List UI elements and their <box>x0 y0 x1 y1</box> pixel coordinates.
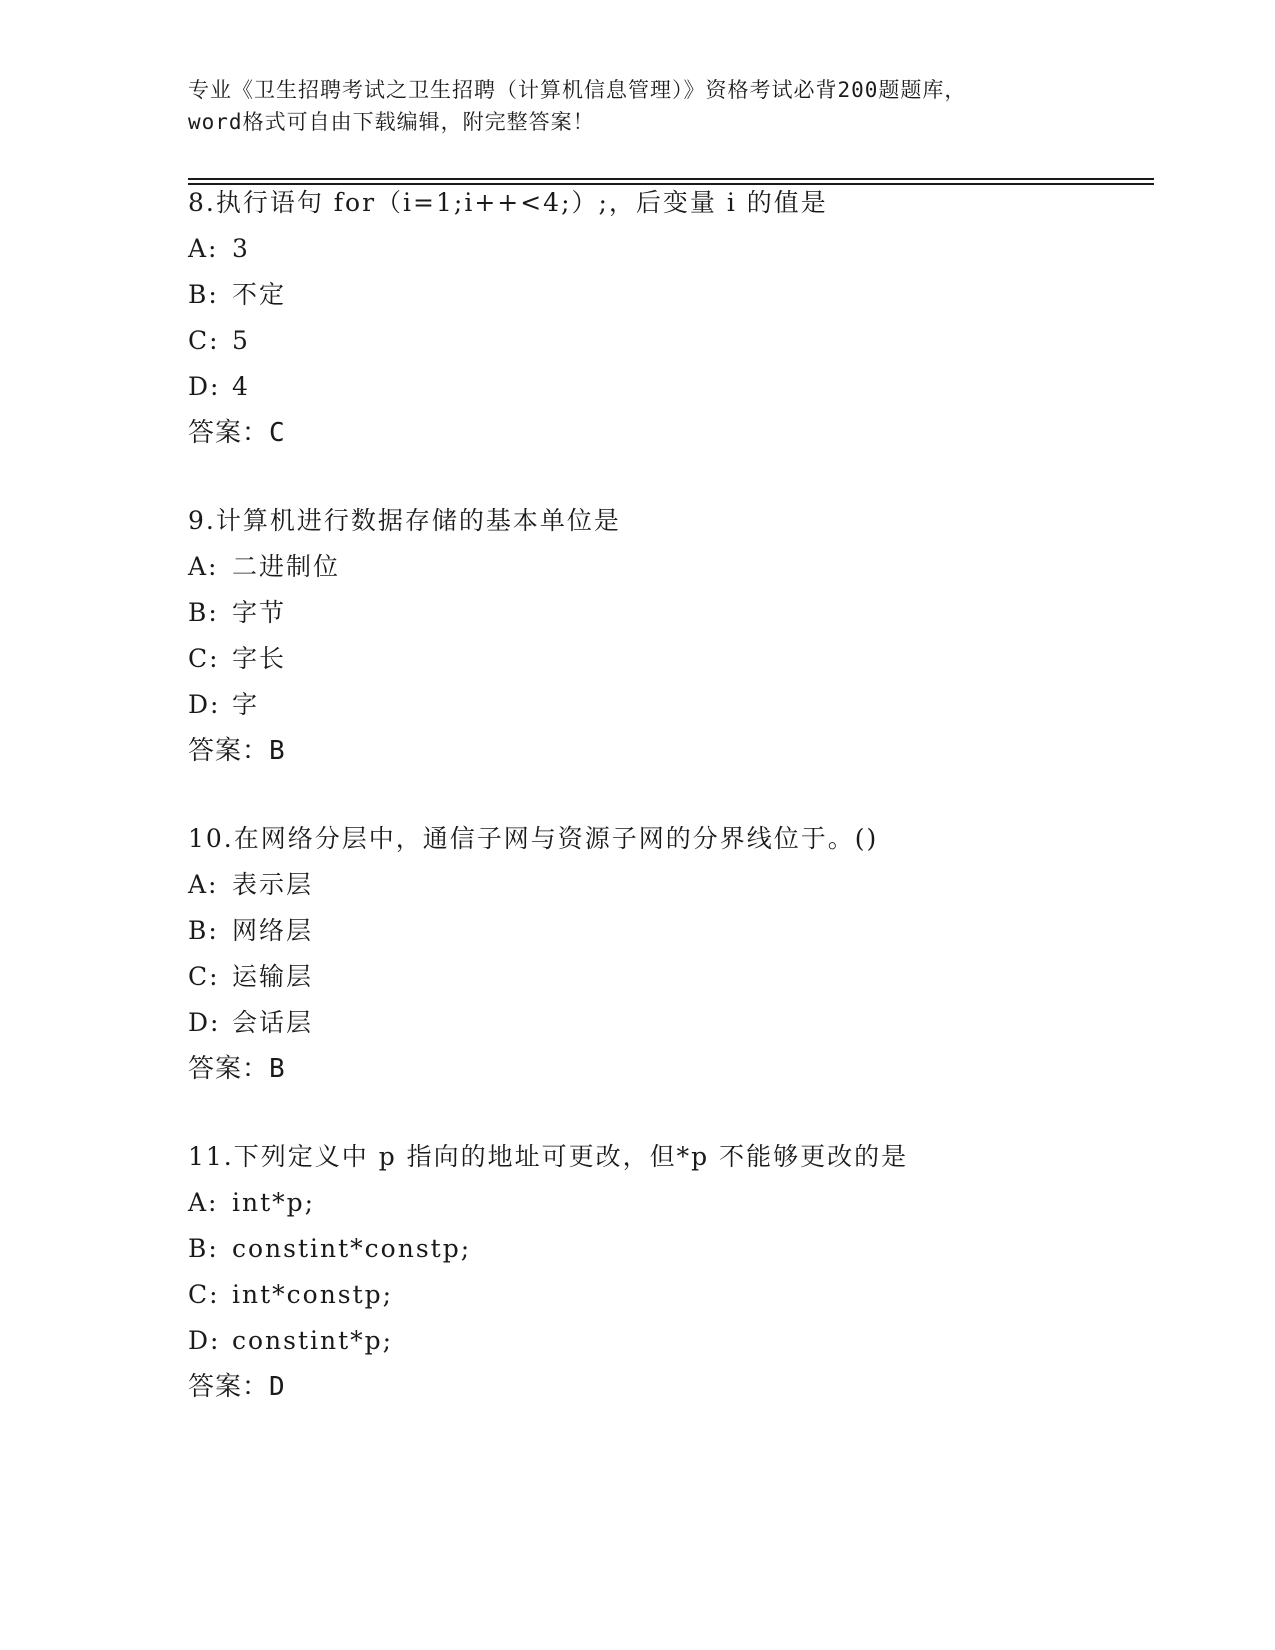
option-b: B: constint*constp; <box>188 1234 472 1263</box>
option-b: B: 字节 <box>188 598 287 627</box>
option-b: B: 网络层 <box>188 916 314 945</box>
option-a: A: int*p; <box>188 1188 316 1217</box>
option-b: B: 不定 <box>188 280 287 309</box>
option-a: A: 二进制位 <box>188 552 341 581</box>
option-a: A: 表示层 <box>188 870 314 899</box>
answer-line: 答案：B <box>188 1054 286 1084</box>
question-block-10 <box>188 816 1148 1092</box>
question-stem: 9.计算机进行数据存储的基本单位是 <box>188 506 621 535</box>
option-d: D: constint*p; <box>188 1326 394 1355</box>
answer-line: 答案：B <box>188 736 286 766</box>
question-block-9 <box>188 498 1148 774</box>
document-header <box>188 74 1088 138</box>
question-stem: 10.在网络分层中，通信子网与资源子网的分界线位于。() <box>188 824 879 853</box>
question-block-8 <box>188 180 1148 456</box>
question-block-11 <box>188 1134 1148 1410</box>
option-c: C: 5 <box>188 326 250 355</box>
header-line-2: word格式可自由下载编辑，附完整答案！ <box>188 110 595 134</box>
option-a: A: 3 <box>188 234 250 263</box>
option-d: D: 会话层 <box>188 1008 314 1037</box>
option-c: C: 字长 <box>188 644 287 673</box>
question-stem: 11.下列定义中 p 指向的地址可更改，但*p 不能够更改的是 <box>188 1142 909 1171</box>
option-c: C: 运输层 <box>188 962 314 991</box>
option-d: D: 4 <box>188 372 250 401</box>
answer-line: 答案：C <box>188 418 286 448</box>
option-c: C: int*constp; <box>188 1280 394 1309</box>
answer-line: 答案：D <box>188 1372 286 1402</box>
header-line-1: 专业《卫生招聘考试之卫生招聘（计算机信息管理）》资格考试必背200题题库， <box>188 78 967 102</box>
question-stem: 8.执行语句 for（i=1;i++<4;）;，后变量 i 的值是 <box>188 188 828 217</box>
option-d: D: 字 <box>188 690 260 719</box>
